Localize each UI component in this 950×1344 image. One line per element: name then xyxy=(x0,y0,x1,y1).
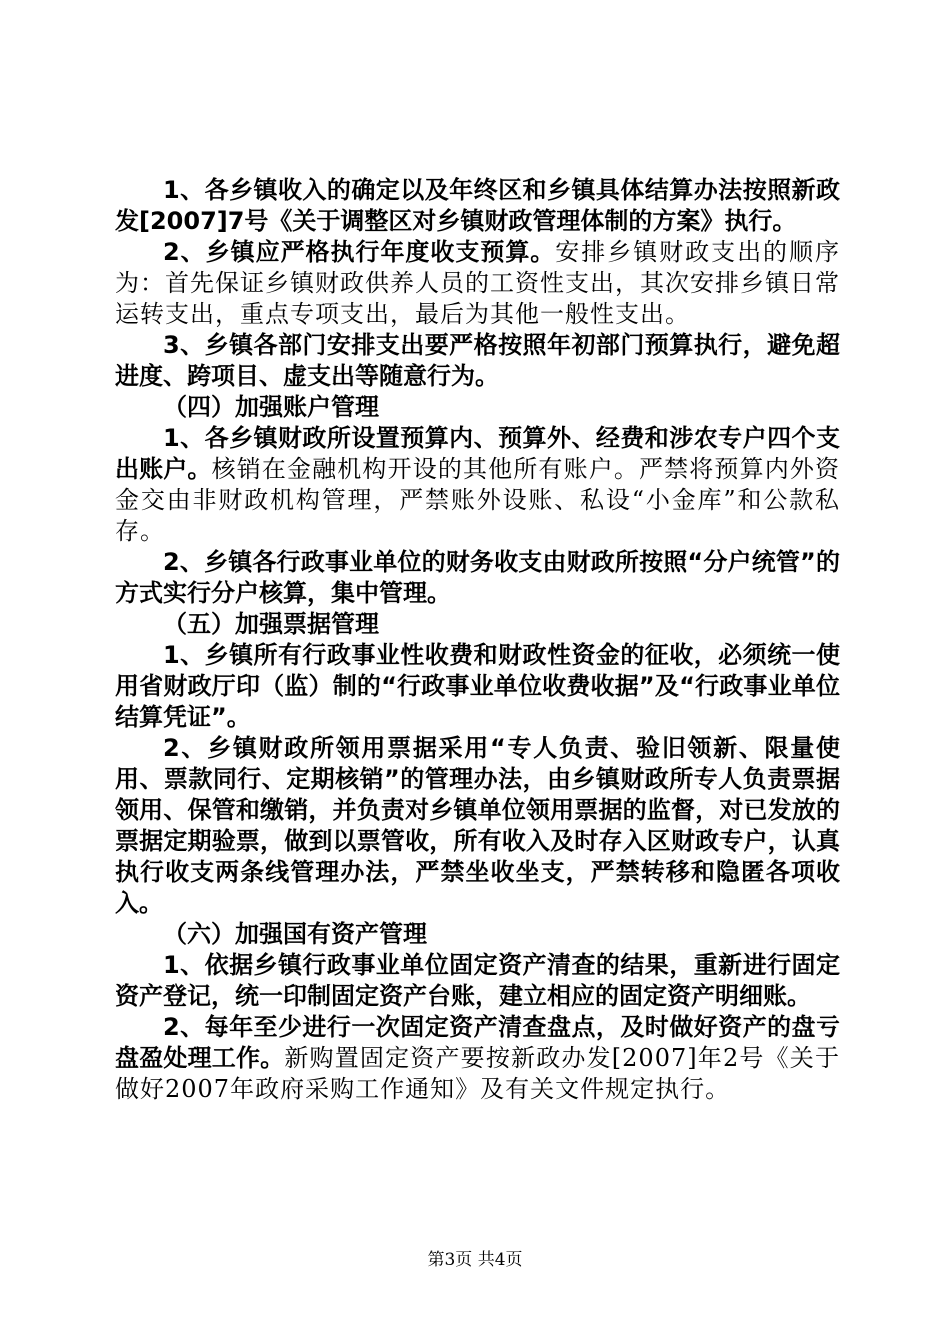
paragraph-bold-text: 1、乡镇所有行政事业性收费和财政性资金的征收，必须统一使用省财政厅印（监）制的“行政事业单位收费收据”及“行政事业单位结算凭证”。 xyxy=(115,641,840,731)
paragraph xyxy=(115,547,840,609)
paragraph-bold-text: 3、乡镇各部门安排支出要严格按照年初部门预算执行，避免超进度、跨项目、虚支出等随意行为。 xyxy=(115,331,840,390)
paragraph-bold-text: 2、乡镇应严格执行年度收支预算。 xyxy=(163,238,556,266)
paragraph xyxy=(115,733,840,919)
paragraph-bold-text: 2、乡镇财政所领用票据采用“专人负责、验旧领新、限量使用、票款同行、定期核销”的管理办法，由乡镇财政所专人负责票据领用、保管和缴销，并负责对乡镇单位领用票据的监督，对已发放的票据定期验票，做到以票管收，所有收入及时存入区财政专户，认真执行收支两条线管理办法，严禁坐收坐支，严禁转移和隐匿各项收入。 xyxy=(115,734,840,917)
page-number-footer: 第3页 共4页 xyxy=(427,1250,523,1270)
paragraph xyxy=(115,237,840,330)
section-heading: （五）加强票据管理 xyxy=(163,610,379,638)
paragraph-bold-text: 1、各乡镇财政所设置预算内、预算外、经费和涉农专户四个支出账户。 xyxy=(115,424,840,483)
paragraph xyxy=(115,423,840,547)
paragraph-normal-text: 新购置固定资产要按新政办发[2007]年2号《关于做好2007年政府采购工作通知》及有关文件规定执行。 xyxy=(115,1044,840,1103)
paragraph xyxy=(115,640,840,733)
paragraph xyxy=(115,1012,840,1105)
document-body xyxy=(115,175,840,1105)
paragraph-normal-text: 安排乡镇财政支出的顺序为：首先保证乡镇财政供养人员的工资性支出，其次安排乡镇日常运转支出，重点专项支出，最后为其他一般性支出。 xyxy=(115,238,840,328)
paragraph-bold-text: 1、各乡镇收入的确定以及年终区和乡镇具体结算办法按照新政发[2007]7号《关于调整区对乡镇财政管理体制的方案》执行。 xyxy=(115,176,840,235)
paragraph xyxy=(115,330,840,392)
section-heading: （六）加强国有资产管理 xyxy=(163,920,427,948)
paragraph-normal-text: 核销在金融机构开设的其他所有账户。严禁将预算内外资金交由非财政机构管理，严禁账外设账、私设“小金库”和公款私存。 xyxy=(115,455,841,545)
paragraph xyxy=(115,950,840,1012)
section-heading: （四）加强账户管理 xyxy=(163,393,379,421)
paragraph-bold-text: 1、依据乡镇行政事业单位固定资产清查的结果，重新进行固定资产登记，统一印制固定资产台账，建立相应的固定资产明细账。 xyxy=(115,951,840,1010)
paragraph xyxy=(115,175,840,237)
paragraph-bold-text: 2、乡镇各行政事业单位的财务收支由财政所按照“分户统管”的方式实行分户核算，集中管理。 xyxy=(115,548,840,607)
paragraph-bold-text: 2、每年至少进行一次固定资产清查盘点，及时做好资产的盘亏盘盈处理工作。 xyxy=(115,1013,840,1072)
